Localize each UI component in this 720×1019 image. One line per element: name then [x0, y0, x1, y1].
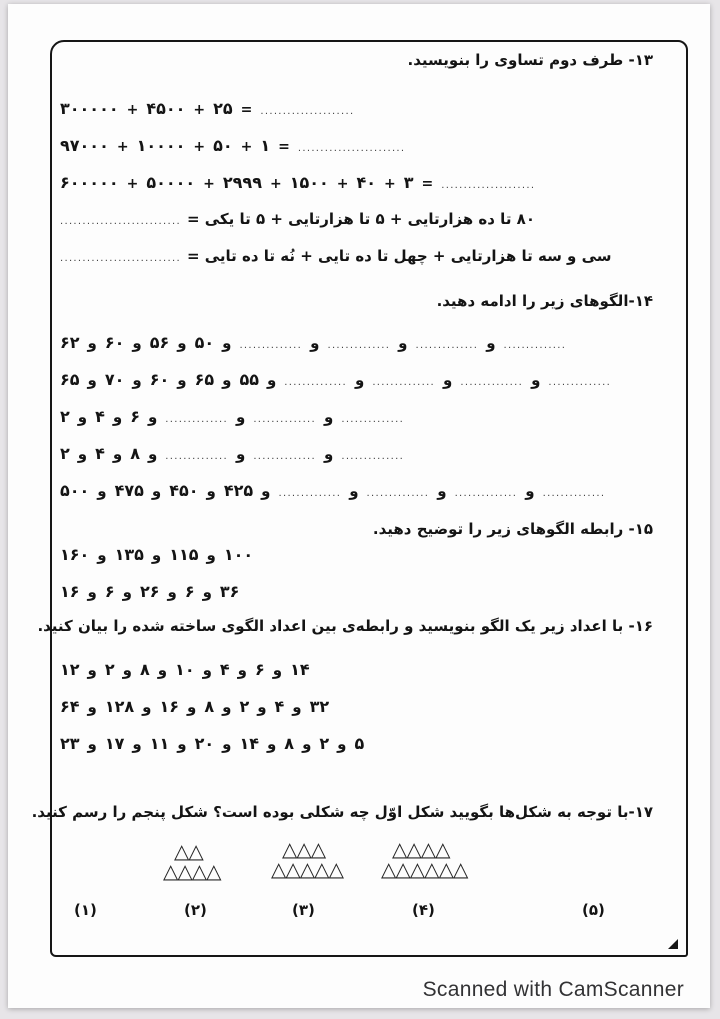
and-separator: و	[222, 371, 232, 389]
number: ۶۰	[149, 370, 170, 389]
figure-label-1: (۱)	[74, 901, 97, 919]
q15-sequence-2	[60, 582, 239, 601]
number: ۳	[403, 173, 414, 192]
number: ۲۶	[139, 582, 160, 601]
and-separator: و	[87, 583, 97, 601]
scanned-paper-sheet	[8, 4, 710, 1008]
number: ۱۰۰	[223, 545, 254, 564]
triangle-icon: △	[271, 857, 286, 881]
operator: +	[240, 139, 253, 155]
number: ۴۵۰۰	[146, 99, 186, 118]
and-separator: و	[87, 735, 97, 753]
q17-heading: ۱۷-با توجه به شکل‌ها بگویید شکل اوّل چه شکلی بوده است؟ شکل پنجم را رسم کنید.	[31, 803, 653, 821]
q16-sequence-3	[60, 734, 364, 753]
q13-word-equation-2	[60, 247, 612, 265]
and-separator: و	[87, 371, 97, 389]
number: ۲	[239, 697, 250, 716]
and-separator: و	[142, 698, 152, 716]
triangle-row	[174, 841, 221, 861]
and-separator: و	[87, 661, 97, 679]
and-separator: و	[443, 371, 453, 389]
and-separator: و	[77, 408, 88, 426]
triangle-row	[163, 861, 221, 881]
number: ۲۵	[213, 99, 233, 118]
and-separator: و	[486, 334, 496, 352]
number: ۱	[260, 136, 271, 155]
number: ۶۵	[60, 370, 80, 389]
and-separator: و	[112, 408, 123, 426]
and-separator: و	[167, 583, 177, 601]
operator: +	[203, 176, 215, 192]
number: ۴	[219, 660, 230, 679]
number: ۲	[319, 734, 330, 753]
number: ۲	[60, 444, 70, 463]
number: ۱۱	[149, 734, 170, 753]
number: ۴	[274, 697, 285, 716]
triangle-icon: △	[174, 839, 189, 863]
q13-heading: ۱۳- طرف دوم تساوی را بنویسید.	[407, 51, 653, 69]
q16-sequence-1	[60, 660, 310, 679]
number: ۵۰	[213, 136, 233, 155]
number: ۶	[130, 407, 140, 426]
and-separator: و	[112, 445, 123, 463]
and-separator: و	[272, 661, 283, 679]
and-separator: و	[355, 371, 365, 389]
and-separator: و	[157, 661, 168, 679]
triangle-icon: △	[409, 857, 425, 881]
triangle-figure-2	[163, 841, 221, 881]
number: ۶۰	[104, 333, 125, 352]
number: ۳۰۰۰۰۰	[60, 99, 119, 118]
number: ۸	[139, 660, 150, 679]
answer-blank-dots: ..............	[341, 451, 405, 462]
triangle-icon: △	[191, 859, 207, 883]
corner-arrow-decoration	[668, 939, 678, 949]
triangle-icon: △	[296, 837, 311, 861]
and-separator: و	[337, 735, 347, 753]
answer-blank-dots: ...........................	[60, 216, 181, 227]
number: ۱۶	[60, 582, 80, 601]
answer-blank-dots: .....................	[441, 180, 536, 191]
and-separator: و	[122, 661, 132, 679]
triangle-row	[381, 859, 467, 879]
triangle-figure-3	[271, 839, 343, 879]
q15-heading: ۱۵- رابطه الگوهای زیر را توضیح دهید.	[372, 520, 653, 538]
answer-blank-dots: ..............	[341, 414, 405, 425]
operator: +	[126, 102, 139, 118]
q16-heading: ۱۶- با اعداد زیر یک الگو بنویسید و رابطه‌ی بین اعداد الگوی ساخته شده را بیان کنید.	[37, 617, 653, 635]
number: ۱۲۸	[104, 697, 135, 716]
and-separator: و	[525, 482, 535, 500]
q14-pattern-4	[60, 444, 404, 463]
operator: =	[278, 139, 290, 155]
number: ۳۲	[309, 697, 330, 716]
and-separator: و	[349, 482, 359, 500]
word-equation-text: ۸۰ تا ده هزارتایی + ۵ تا هزارتایی + ۵ تا یکی =	[186, 210, 535, 228]
operator: +	[193, 139, 206, 155]
triangle-icon: △	[188, 839, 203, 863]
and-separator: و	[87, 334, 97, 352]
and-separator: و	[132, 334, 142, 352]
number: ۵۰۰۰۰	[146, 173, 196, 192]
answer-blank-dots: ..............	[327, 340, 391, 351]
number: ۶	[255, 660, 265, 679]
and-separator: و	[324, 445, 334, 463]
answer-blank-dots: ..............	[165, 414, 228, 425]
number: ۱۳۵	[114, 545, 144, 564]
number: ۴۵۰	[169, 481, 199, 500]
number: ۶۲	[60, 333, 80, 352]
number: ۱۰۰۰۰	[136, 136, 186, 155]
and-separator: و	[77, 445, 88, 463]
q15-sequence-1	[60, 545, 253, 564]
figure-label-5: (۵)	[582, 901, 605, 919]
triangle-icon: △	[438, 857, 453, 881]
number: ۳۶	[219, 582, 240, 601]
and-separator: و	[147, 445, 158, 463]
answer-blank-dots: ..............	[253, 414, 317, 425]
camscanner-footer-text: Scanned with CamScanner	[422, 978, 684, 1001]
number: ۴	[95, 444, 105, 463]
and-separator: و	[151, 546, 162, 564]
and-separator: و	[132, 371, 142, 389]
number: ۶	[104, 582, 115, 601]
triangle-icon: △	[314, 857, 329, 881]
triangle-icon: △	[282, 837, 297, 861]
answer-blank-dots: ..............	[460, 377, 524, 388]
figure-label-4: (۴)	[412, 901, 435, 919]
and-separator: و	[202, 583, 212, 601]
number: ۱۴	[239, 734, 259, 753]
number: ۹۷۰۰۰	[60, 136, 109, 155]
q13-equation-2	[60, 136, 405, 155]
q14-pattern-5	[60, 481, 605, 500]
answer-blank-dots: ..............	[239, 340, 303, 351]
and-separator: و	[302, 735, 312, 753]
number: ۲	[60, 407, 70, 426]
and-separator: و	[237, 661, 247, 679]
triangle-icon: △	[420, 837, 436, 861]
and-separator: و	[97, 546, 107, 564]
answer-blank-dots: ..............	[542, 488, 606, 499]
answer-blank-dots: ..............	[454, 488, 518, 499]
triangle-icon: △	[299, 857, 315, 881]
triangle-icon: △	[285, 857, 300, 881]
number: ۴۰	[356, 173, 377, 192]
triangle-icon: △	[435, 837, 450, 861]
q14-heading: ۱۴-الگوهای زیر را ادامه دهید.	[436, 292, 653, 310]
and-separator: و	[266, 371, 277, 389]
q14-pattern-1	[60, 333, 566, 352]
q13-equation-3	[60, 173, 535, 192]
operator: +	[193, 102, 206, 118]
and-separator: و	[437, 482, 447, 500]
q13-word-equation-1	[60, 210, 535, 228]
answer-blank-dots: ..............	[278, 488, 342, 499]
number: ۱۶	[159, 697, 180, 716]
triangle-icon: △	[406, 837, 421, 861]
and-separator: و	[177, 371, 187, 389]
operator: +	[336, 176, 349, 192]
number: ۵۵	[239, 370, 259, 389]
and-separator: و	[324, 408, 334, 426]
answer-blank-dots: ..............	[366, 488, 430, 499]
triangle-icon: △	[163, 859, 178, 883]
and-separator: و	[261, 482, 271, 500]
and-separator: و	[202, 661, 212, 679]
number: ۱۵۰۰	[289, 173, 329, 192]
q14-pattern-3	[60, 407, 404, 426]
number: ۸	[204, 697, 215, 716]
number: ۵۶	[149, 333, 170, 352]
triangle-icon: △	[310, 837, 326, 861]
answer-blank-dots: .....................	[260, 106, 355, 117]
operator: =	[421, 176, 434, 192]
number: ۱۷	[104, 734, 125, 753]
number: ۶	[184, 582, 195, 601]
answer-blank-dots: ...........................	[60, 253, 181, 264]
number: ۲	[104, 660, 115, 679]
and-separator: و	[206, 546, 216, 564]
and-separator: و	[398, 334, 408, 352]
number: ۴	[95, 407, 105, 426]
number: ۱۴	[290, 660, 310, 679]
triangle-icon: △	[328, 857, 343, 881]
number: ۵	[354, 734, 365, 753]
triangle-icon: △	[452, 857, 468, 881]
figure-label-2: (۲)	[184, 901, 207, 919]
and-separator: و	[87, 698, 97, 716]
answer-blank-dots: ..............	[503, 340, 567, 351]
word-equation-text: سی و سه تا هزارتایی + چهل تا ده تایی + نُه تا ده تایی =	[186, 247, 612, 265]
triangle-figure-4	[381, 839, 467, 879]
number: ۲۳	[60, 734, 80, 753]
number: ۷۰	[104, 370, 125, 389]
answer-blank-dots: ..............	[165, 451, 228, 462]
number: ۲۰	[194, 734, 215, 753]
and-separator: و	[257, 698, 267, 716]
and-separator: و	[187, 698, 197, 716]
and-separator: و	[151, 482, 162, 500]
number: ۱۱۵	[169, 545, 199, 564]
and-separator: و	[147, 408, 158, 426]
operator: +	[116, 139, 129, 155]
triangle-icon: △	[177, 859, 192, 883]
answer-blank-dots: ..............	[284, 377, 347, 388]
answer-blank-dots: ..............	[548, 377, 612, 388]
and-separator: و	[122, 583, 132, 601]
and-separator: و	[177, 735, 187, 753]
number: ۱۶۰	[60, 545, 90, 564]
and-separator: و	[531, 371, 541, 389]
number: ۶۵	[194, 370, 215, 389]
and-separator: و	[266, 735, 277, 753]
triangle-row	[282, 839, 343, 859]
number: ۸	[284, 734, 295, 753]
operator: =	[240, 102, 253, 118]
operator: +	[269, 176, 282, 192]
triangle-row	[271, 859, 343, 879]
and-separator: و	[206, 482, 216, 500]
number: ۲۹۹۹	[222, 173, 262, 192]
triangle-icon: △	[395, 857, 410, 881]
and-separator: و	[177, 334, 187, 352]
answer-blank-dots: ..............	[415, 340, 479, 351]
number: ۶۰۰۰۰۰	[60, 173, 119, 192]
and-separator: و	[235, 408, 246, 426]
and-separator: و	[222, 334, 232, 352]
answer-blank-dots: ........................	[297, 143, 406, 154]
operator: +	[126, 176, 139, 192]
q13-equation-1	[60, 99, 354, 118]
number: ۴۷۵	[114, 481, 144, 500]
triangle-icon: △	[392, 837, 407, 861]
figure-label-3: (۳)	[292, 901, 315, 919]
triangle-row	[392, 839, 467, 859]
q14-pattern-2	[60, 370, 611, 389]
and-separator: و	[222, 698, 232, 716]
operator: +	[384, 176, 396, 192]
and-separator: و	[235, 445, 246, 463]
number: ۱۲	[60, 660, 80, 679]
and-separator: و	[132, 735, 142, 753]
and-separator: و	[97, 482, 107, 500]
answer-blank-dots: ..............	[253, 451, 317, 462]
number: ۵۰۰	[60, 481, 90, 500]
triangle-icon: △	[206, 859, 221, 883]
triangle-icon: △	[381, 857, 396, 881]
q16-sequence-2	[60, 697, 329, 716]
triangle-icon: △	[424, 857, 439, 881]
and-separator: و	[292, 698, 302, 716]
and-separator: و	[310, 334, 320, 352]
number: ۶۴	[60, 697, 80, 716]
and-separator: و	[222, 735, 232, 753]
number: ۸	[130, 444, 140, 463]
number: ۵۰	[194, 333, 215, 352]
number: ۴۲۵	[223, 481, 254, 500]
answer-blank-dots: ..............	[372, 377, 436, 388]
number: ۱۰	[175, 660, 195, 679]
